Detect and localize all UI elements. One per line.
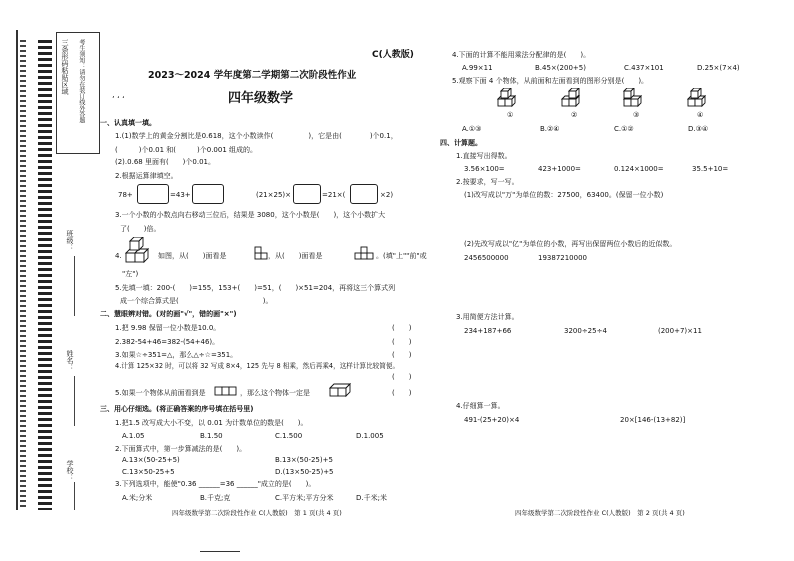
- right-footer: 四年级数学第二次阶段性作业 C(人教版) 第 2 页(共 4 页): [515, 509, 685, 517]
- calc-1-title: 1.直接写出得数。: [456, 152, 512, 160]
- q4-text-b: ，从( )面看是: [268, 252, 323, 260]
- calc-3-title: 3.用简便方法计算。: [456, 313, 519, 321]
- solid-1-label: ①: [507, 111, 514, 119]
- q2-box-2[interactable]: [192, 184, 224, 204]
- judge-5-solid: [328, 381, 356, 399]
- q2-right-c: ×2): [380, 191, 394, 199]
- calc-2-title: 2.按要求，写一写。: [456, 178, 519, 186]
- choice-3-opt-c[interactable]: C.平方米;平方分米: [275, 494, 334, 502]
- edition-label: C(人教版): [372, 50, 414, 60]
- calc-1-item-4[interactable]: 35.5+10=: [692, 165, 729, 173]
- barcode-area: [56, 32, 100, 154]
- calc-2b-num-1: 2456500000: [464, 254, 509, 262]
- judge-3-paren[interactable]: ( ): [392, 351, 412, 359]
- calc-4-item-1[interactable]: 491-(25+20)×4: [464, 416, 520, 424]
- choice-1-opt-b[interactable]: B.1.50: [200, 432, 223, 440]
- q4-text-c: 。(填"上""前"或: [376, 252, 427, 260]
- choice-3-opt-d[interactable]: D.千米;米: [356, 494, 387, 502]
- q1-line2: ( )个0.01 和( )个0.001 组成的。: [115, 146, 257, 154]
- choice-5-opt-b[interactable]: B.②④: [540, 125, 560, 133]
- choice-5-opt-a[interactable]: A.①③: [462, 125, 482, 133]
- choice-4-opt-c[interactable]: C.437×101: [624, 64, 664, 72]
- choice-2-opt-d[interactable]: D.(13×50-25)+5: [275, 468, 334, 476]
- choice-1-opt-d[interactable]: D.1.005: [356, 432, 384, 440]
- calc-2b-num-2: 19387210000: [538, 254, 587, 262]
- name-label: 姓名：: [66, 350, 75, 371]
- choice-3: 3.下列选项中，能使"0.36 ______=36 ______"成立的是( )。: [115, 480, 316, 488]
- judge-5a: 5.如果一个物体从前面看到是: [115, 389, 206, 397]
- class-line[interactable]: [74, 256, 75, 316]
- q1-line1: 1.(1)数学上的黄金分割比是0.618，这个小数读作( )，它是由( )个0.1，: [115, 132, 398, 140]
- judge-1: 1.把 9.98 保留一位小数是10.0。: [115, 324, 221, 332]
- calc-4-item-2[interactable]: 20×[146-(13+82)]: [620, 416, 686, 424]
- choice-4-opt-a[interactable]: A.99×11: [462, 64, 493, 72]
- calc-2a: (1)改写成以"万"为单位的数：27500，63400。(保留一位小数): [464, 191, 664, 199]
- section-3-title: 三、用心仔细选。(将正确答案的序号填在括号里): [100, 405, 254, 413]
- barcode-notice: 三条形码粘贴区域: [61, 39, 70, 95]
- q5-line1: 5.先填一填：200-( )=155，153+( )=51，( )×51=204，再将这三个算式列: [115, 284, 396, 292]
- q1-line3: (2).0.68 里面有( )个0.01。: [115, 158, 215, 166]
- scribble-mark: ʼ ʻ ʻ: [112, 95, 125, 104]
- judge-2: 2.382-54+46=382-(54+46)。: [115, 338, 220, 346]
- judge-5-paren[interactable]: ( ): [392, 389, 412, 397]
- solid-4-label: ④: [697, 111, 704, 119]
- choice-5: 5.观察下面 4 个物体，从前面和左面看到的图形分别是( )。: [452, 77, 649, 85]
- solid-3-label: ③: [633, 111, 640, 119]
- q3-line2: 了( )倍。: [120, 225, 161, 233]
- choice-1-opt-c[interactable]: C.1.500: [275, 432, 303, 440]
- choice-4-opt-b[interactable]: B.45×(200+5): [535, 64, 586, 72]
- section-2-title: 二、慧眼辨对错。(对的画"√"，错的画"×"): [100, 310, 237, 318]
- choice-2-opt-a[interactable]: A.13×(50-25+5): [122, 456, 180, 464]
- solid-2: [560, 88, 590, 110]
- solid-1: [496, 88, 526, 110]
- q3-line1: 3.一个小数的小数点向右移动三位后，结果是 3080，这个小数是( )，这个小数扩大: [115, 211, 386, 219]
- choice-3-opt-b[interactable]: B.千克;克: [200, 494, 231, 502]
- left-footer: 四年级数学第二次阶段性作业 C(人教版) 第 1 页(共 4 页): [172, 509, 342, 517]
- choice-1-opt-a[interactable]: A.1.05: [122, 432, 145, 440]
- bottom-mark: [200, 551, 240, 552]
- school-line[interactable]: [74, 482, 75, 510]
- q2-right-b: =21×(: [322, 191, 346, 199]
- q4-number: 4.: [115, 252, 122, 260]
- choice-2-opt-c[interactable]: C.13×50-25+5: [122, 468, 175, 476]
- calc-1-item-2[interactable]: 423+1000=: [538, 165, 581, 173]
- name-line[interactable]: [74, 376, 75, 426]
- section-4-title: 四、计算题。: [440, 139, 482, 147]
- q2-title: 2.根据运算律填空。: [115, 172, 178, 180]
- q2-left-a: 78+: [118, 191, 133, 199]
- choice-4: 4.下面的计算不能用乘法分配律的是( )。: [452, 51, 591, 59]
- choice-1: 1.把1.5 改写成大小不变，以 0.01 为计数单位的数是( )。: [115, 419, 308, 427]
- section-1-title: 一、认真填一填。: [100, 119, 156, 127]
- q4-solid-figure: [124, 237, 156, 265]
- binding-stripe: [38, 40, 52, 510]
- judge-4-paren[interactable]: ( ): [392, 373, 412, 381]
- q5-line2: 成一个综合算式是( )。: [120, 297, 273, 305]
- q2-box-3[interactable]: [293, 184, 321, 204]
- solid-2-label: ②: [571, 111, 578, 119]
- judge-4: 4.计算 125×32 时，可以将 32 写成 8×4，125 先与 8 相乘，然后再乘4，这样计算比较简便。: [115, 362, 400, 370]
- choice-5-opt-d[interactable]: D.③④: [688, 125, 709, 133]
- q2-box-1[interactable]: [137, 184, 169, 204]
- judge-5b: ，那么这个物体一定是: [240, 389, 310, 397]
- choice-2: 2.下面算式中，第一步算减法的是( )。: [115, 445, 247, 453]
- q4-text-a: 如图，从( )面看是: [158, 252, 227, 260]
- judge-3: 3.如果☆÷351=△，那么△÷☆=351。: [115, 351, 238, 359]
- solid-3: [622, 88, 652, 110]
- judge-5-front-view: [214, 385, 240, 397]
- judge-1-paren[interactable]: ( ): [392, 324, 412, 332]
- choice-4-opt-d[interactable]: D.25×(7×4): [697, 64, 740, 72]
- choice-2-opt-b[interactable]: B.13×(50-25)+5: [275, 456, 333, 464]
- choice-5-opt-c[interactable]: C.①②: [614, 125, 634, 133]
- subject-title: 四年级数学: [228, 91, 294, 106]
- solid-4: [686, 88, 716, 110]
- q4-view-2: [354, 246, 376, 260]
- choice-3-opt-a[interactable]: A.米;分米: [122, 494, 153, 502]
- q2-box-4[interactable]: [350, 184, 378, 204]
- year-title: 2023～2024 学年度第二学期第二次阶段性作业: [148, 70, 357, 81]
- calc-2b: (2)先改写成以"亿"为单位的小数，再写出保留两位小数后的近似数。: [464, 240, 677, 248]
- binding-stripe-outer: [20, 40, 26, 510]
- class-label: 班级：: [66, 230, 75, 251]
- school-label: 学校：: [66, 460, 75, 481]
- calc-4-title: 4.仔细算一算。: [456, 402, 505, 410]
- calc-3-item-1[interactable]: 234+187+66: [464, 327, 512, 335]
- q4-text-d: "左"): [122, 270, 139, 278]
- judge-2-paren[interactable]: ( ): [392, 338, 412, 346]
- calc-3-item-2[interactable]: 3200÷25÷4: [564, 327, 607, 335]
- q2-right-a: (21×25)×: [256, 191, 292, 199]
- calc-1-item-3[interactable]: 0.124×1000=: [614, 165, 664, 173]
- q2-left-b: =43+: [170, 191, 191, 199]
- binding-margin: [16, 30, 98, 510]
- calc-1-item-1[interactable]: 3.56×100=: [464, 165, 505, 173]
- calc-3-item-3[interactable]: (200+7)×11: [658, 327, 702, 335]
- answer-notice: 考生须知：请勿在装订线外答题: [77, 39, 85, 123]
